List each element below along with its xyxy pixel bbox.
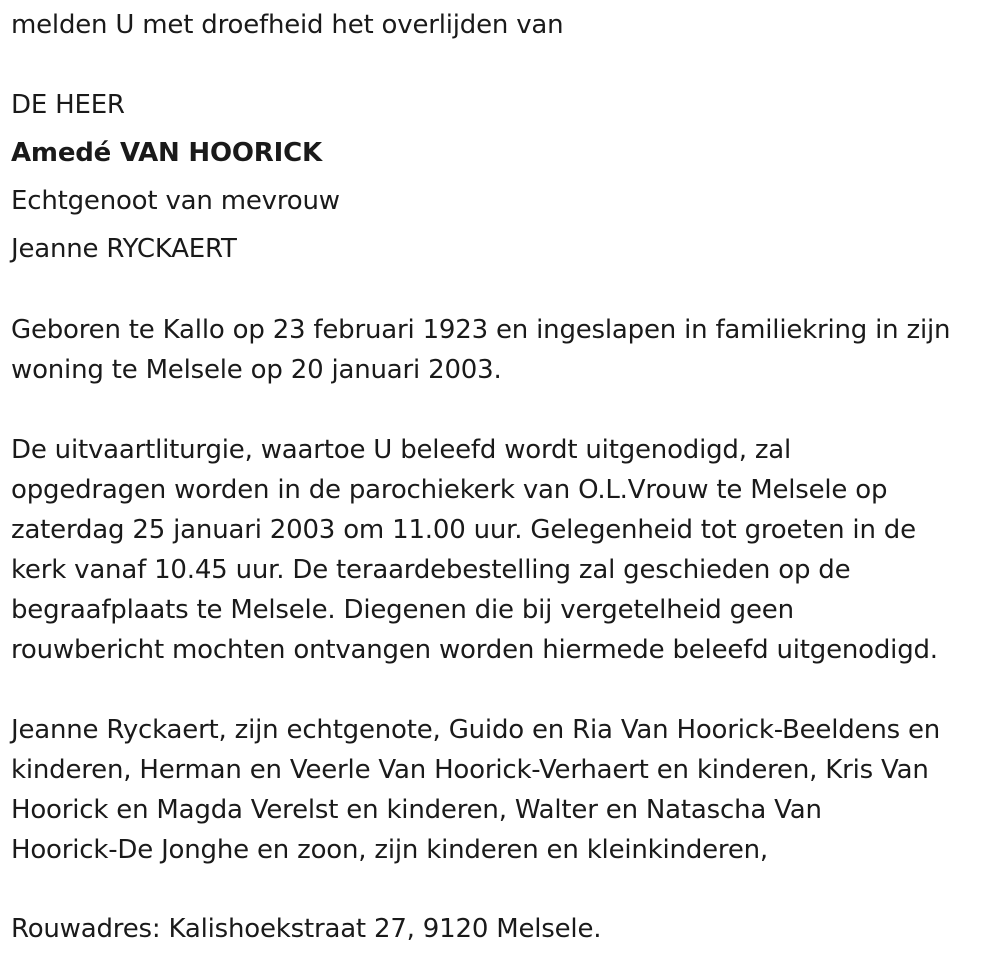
funeral-line: De uitvaartliturgie, waartoe U beleefd wordt uitgenodigd, zal	[11, 435, 792, 465]
birth-line: woning te Melsele op 20 januari 2003.	[11, 355, 502, 385]
honorific-title: DE HEER	[11, 90, 125, 120]
family-line: Jeanne Ryckaert, zijn echtgenote, Guido en Ria Van Hoorick-Beeldens en	[11, 715, 941, 745]
funeral-line: zaterdag 25 januari 2003 om 11.00 uur. Gelegenheid tot groeten in de	[11, 515, 916, 545]
spouse-label: Echtgenoot van mevrouw	[11, 186, 340, 216]
deceased-name: Amedé VAN HOORICK	[11, 138, 322, 168]
funeral-line: kerk vanaf 10.45 uur. De teraardebestelling zal geschieden op de	[11, 555, 851, 585]
mourning-address: Rouwadres: Kalishoekstraat 27, 9120 Melsele.	[11, 914, 602, 944]
family-line: Hoorick-De Jonghe en zoon, zijn kinderen en kleinkinderen,	[11, 835, 768, 865]
intro-text: melden U met droefheid het overlijden van	[11, 10, 564, 40]
funeral-line: begraafplaats te Melsele. Diegenen die bij vergetelheid geen	[11, 595, 794, 625]
family-line: kinderen, Herman en Veerle Van Hoorick-Verhaert en kinderen, Kris Van	[11, 755, 929, 785]
birth-line: Geboren te Kallo op 23 februari 1923 en ingeslapen in familiekring in zijn	[11, 315, 951, 345]
family-line: Hoorick en Magda Verelst en kinderen, Walter en Natascha Van	[11, 795, 822, 825]
funeral-paragraph	[11, 430, 996, 670]
family-paragraph	[11, 710, 996, 870]
funeral-line: rouwbericht mochten ontvangen worden hiermede beleefd uitgenodigd.	[11, 635, 938, 665]
spouse-name: Jeanne RYCKAERT	[11, 234, 237, 264]
birth-paragraph	[11, 310, 996, 390]
funeral-line: opgedragen worden in de parochiekerk van O.L.Vrouw te Melsele op	[11, 475, 888, 505]
